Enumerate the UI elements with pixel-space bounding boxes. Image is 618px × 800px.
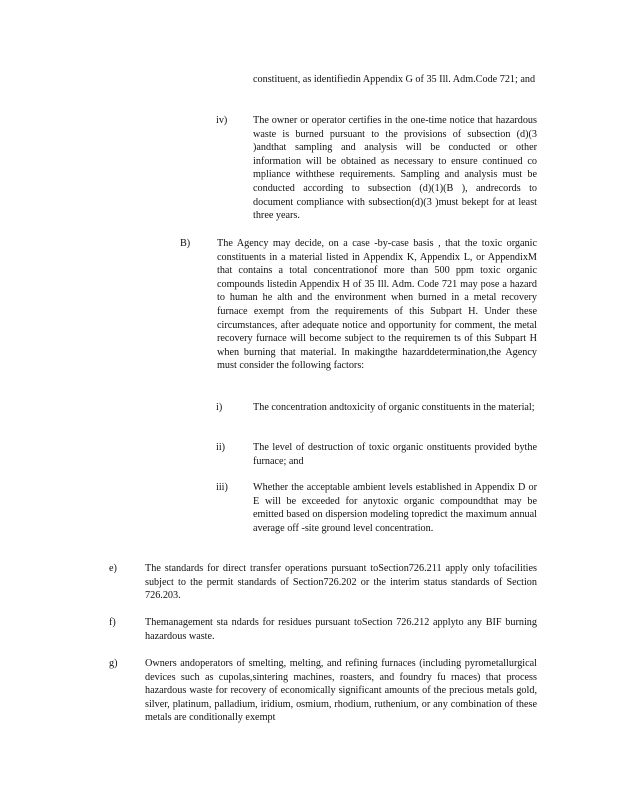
item-i-label: i) xyxy=(216,402,223,413)
item-g-paragraph: Owners andoperators of smelting, melting, and refining furnaces (including pyrometallurgical devices such as cupolas,sintering machines, roasters, and foundry fu rnaces) that process hazardous waste for recovery of economically significant amounts of the precious metals gold, silver, platinum, palladium, iridium, osmium, rhodium, ruthenium, or any combination of these metals are conditionally exempt xyxy=(145,658,537,724)
item-i-paragraph: The concentration andtoxicity of organic constituents in the material; xyxy=(253,402,535,413)
item-iv-text xyxy=(253,114,537,223)
continuation-text xyxy=(253,73,537,87)
item-iv-paragraph: The owner or operator certifies in the one-time notice that hazardous waste is burned pursuant to the provisions of subsection (d)(3 )andthat sampling and analysis will be conducted or other information will be obtained as necessary to ensure continued co mpliance withthese requirements. Sampling and analysis must be conducted according to subsection (d)(1)(B ), andrecords to document compliance with subsection(d)(3 )must bekept for at least three years. xyxy=(253,115,537,222)
item-f-text xyxy=(145,616,537,643)
item-ii-label: ii) xyxy=(216,442,226,453)
item-i-text xyxy=(253,401,537,415)
item-B-paragraph: The Agency may decide, on a case -by-case basis , that the toxic organic constituents in a material listed in Appendix K, Appendix L, or AppendixM that contains a total concentrationof more than 500 ppm toxic organic compounds listedin Appendix H of 35 Ill. Adm. Code 721 may pose a hazard to human he alth and the environment when burned in a metal recovery furnace exempt from the requirements of this Subpart H. Under these circumstances, after adequate notice and opportunity for comment, the metal recovery furnace will become subject to the requiremen ts of this Subpart H when burning that material. In makingthe hazarddetermination,the Agency must consider the following factors: xyxy=(217,238,537,372)
item-ii-paragraph: The level of destruction of toxic organic onstituents provided bythe furnace; and xyxy=(253,442,537,467)
item-iii-text xyxy=(253,481,537,535)
item-g-label: g) xyxy=(109,658,118,669)
item-ii-text xyxy=(253,441,537,468)
item-B-text xyxy=(217,237,537,373)
item-iii-label: iii) xyxy=(216,482,228,493)
item-f-label: f) xyxy=(109,617,116,628)
item-iv-label: iv) xyxy=(216,115,228,126)
item-iii-paragraph: Whether the acceptable ambient levels established in Appendix D or E will be exceeded for anytoxic organic compoundthat may be emitted based on dispersion modeling topredict the maximum annual average off -site ground level concentration. xyxy=(253,482,537,534)
item-B-label: B) xyxy=(180,238,191,249)
item-f-paragraph: Themanagement sta ndards for residues pursuant toSection 726.212 applyto any BIF burning hazardous waste. xyxy=(145,617,537,642)
item-e-text xyxy=(145,562,537,603)
item-e-paragraph: The standards for direct transfer operations pursuant toSection726.211 apply only tofacilities subject to the permit standards of Section726.202 or the interim status standards of Section 726.203. xyxy=(145,563,537,602)
item-e-label: e) xyxy=(109,563,117,574)
continuation-paragraph: constituent, as identifiedin Appendix G of 35 Ill. Adm.Code 721; and xyxy=(253,74,536,85)
item-g-text xyxy=(145,657,537,725)
